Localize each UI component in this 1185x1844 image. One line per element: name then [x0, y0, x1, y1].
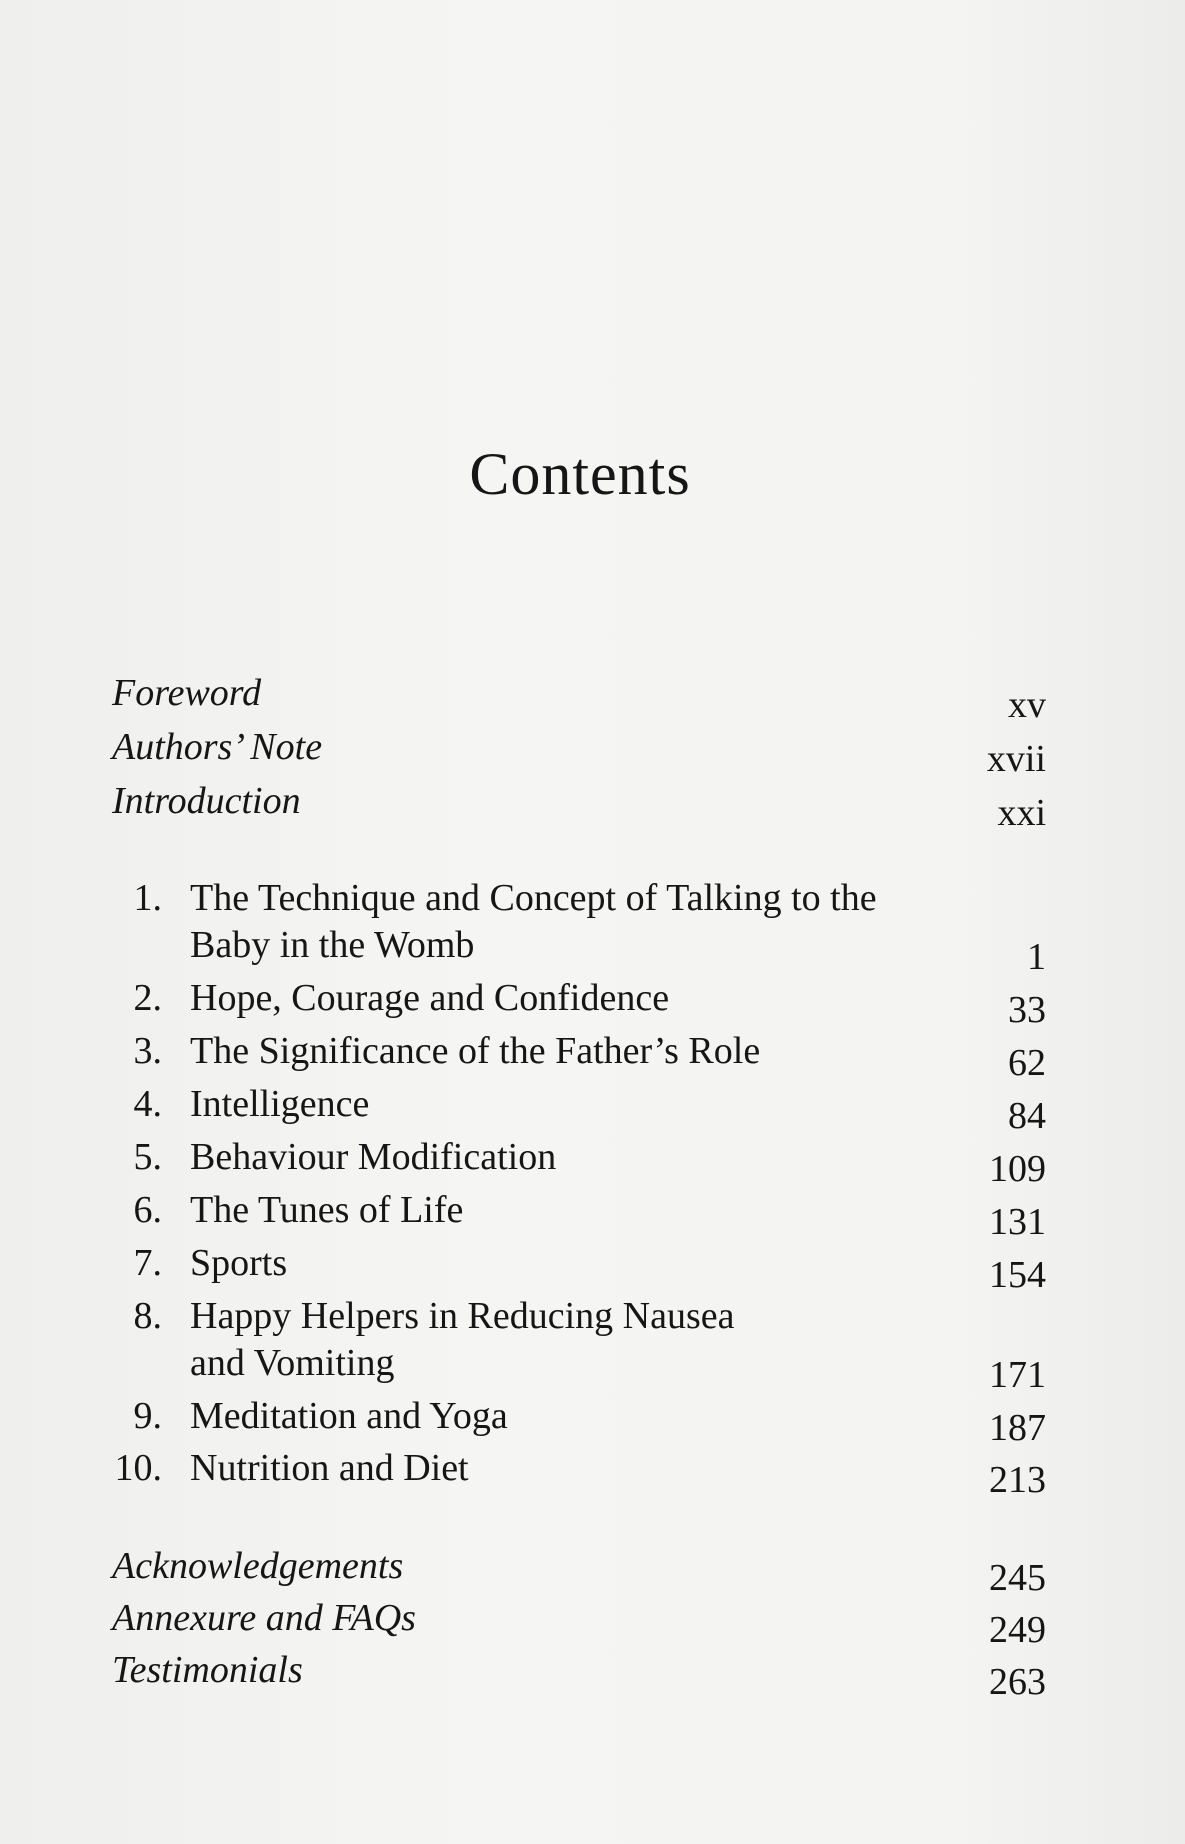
- toc-page-number: 131: [989, 1201, 1046, 1243]
- chapter-number: 3.: [133, 1030, 162, 1072]
- chapter-number: 1.: [133, 877, 162, 919]
- chapter-title: The Significance of the Father’s Role: [190, 1030, 761, 1072]
- chapter-title: The Technique and Concept of Talking to the: [190, 877, 877, 919]
- toc-page-number: xxi: [997, 792, 1046, 834]
- chapter-title: Intelligence: [190, 1083, 370, 1125]
- toc-chapter-8-continued: [112, 1338, 1046, 1396]
- toc-chapter-10: [112, 1443, 1046, 1501]
- toc-page-number: 84: [1008, 1095, 1046, 1137]
- toc-chapter-7: [112, 1238, 1046, 1296]
- toc-page-number: 213: [989, 1459, 1046, 1501]
- chapter-title: Happy Helpers in Reducing Nausea: [190, 1295, 735, 1337]
- toc-page-number: 187: [989, 1407, 1046, 1449]
- toc-entry-authors-note: [112, 722, 1046, 780]
- chapter-title: Hope, Courage and Confidence: [190, 977, 670, 1019]
- chapter-title: Meditation and Yoga: [190, 1395, 508, 1437]
- toc-entry-label: Annexure and FAQs: [112, 1597, 416, 1639]
- toc-chapter-8: [112, 1291, 1046, 1341]
- chapter-title: Nutrition and Diet: [190, 1447, 469, 1489]
- toc-chapter-3: [112, 1026, 1046, 1084]
- toc-entry-annexure: [112, 1593, 1046, 1651]
- toc-entry-label: Authors’ Note: [112, 726, 323, 768]
- chapter-title: Behaviour Modification: [190, 1136, 557, 1178]
- chapter-number: 5.: [133, 1136, 162, 1178]
- toc-page-number: 249: [989, 1609, 1046, 1651]
- chapter-title: Sports: [190, 1242, 288, 1284]
- toc-page-number: 263: [989, 1661, 1046, 1703]
- toc-entry-label: Introduction: [112, 780, 301, 822]
- toc-chapter-4: [112, 1079, 1046, 1137]
- toc-entry-testimonials: [112, 1645, 1046, 1703]
- chapter-title: The Tunes of Life: [190, 1189, 464, 1231]
- toc-entry-introduction: [112, 776, 1046, 834]
- chapter-number: 9.: [133, 1395, 162, 1437]
- chapter-number: 2.: [133, 977, 162, 1019]
- chapter-number: 10.: [114, 1447, 162, 1489]
- toc-chapter-5: [112, 1132, 1046, 1190]
- toc-page-number: 62: [1008, 1042, 1046, 1084]
- toc-page-number: 33: [1008, 989, 1046, 1031]
- chapter-number: 4.: [133, 1083, 162, 1125]
- page-title: Contents: [469, 441, 691, 507]
- toc-chapter-1: [112, 873, 1046, 923]
- chapter-number: 6.: [133, 1189, 162, 1231]
- toc-page-number: xvii: [986, 738, 1046, 780]
- toc-page-number: xv: [1008, 684, 1046, 726]
- toc-page-number: 245: [989, 1557, 1046, 1599]
- toc-page-number: 1: [1027, 936, 1046, 978]
- chapter-title-continued: Baby in the Womb: [190, 924, 475, 966]
- toc-entry-foreword: [112, 668, 1046, 726]
- toc-page-number: 154: [989, 1254, 1046, 1296]
- toc-chapter-9: [112, 1391, 1046, 1449]
- toc-chapter-2: [112, 973, 1046, 1031]
- toc-entry-label: Foreword: [112, 672, 262, 714]
- toc-entry-label: Acknowledgements: [112, 1545, 404, 1587]
- chapter-number: 8.: [133, 1295, 162, 1337]
- toc-entry-acknowledgements: [112, 1541, 1046, 1599]
- toc-page-number: 109: [989, 1148, 1046, 1190]
- toc-page-number: 171: [989, 1354, 1046, 1396]
- toc-chapter-6: [112, 1185, 1046, 1243]
- toc-entry-label: Testimonials: [112, 1649, 303, 1691]
- chapter-number: 7.: [133, 1242, 162, 1284]
- toc-chapter-1-continued: [112, 920, 1046, 978]
- chapter-title-continued: and Vomiting: [190, 1342, 395, 1384]
